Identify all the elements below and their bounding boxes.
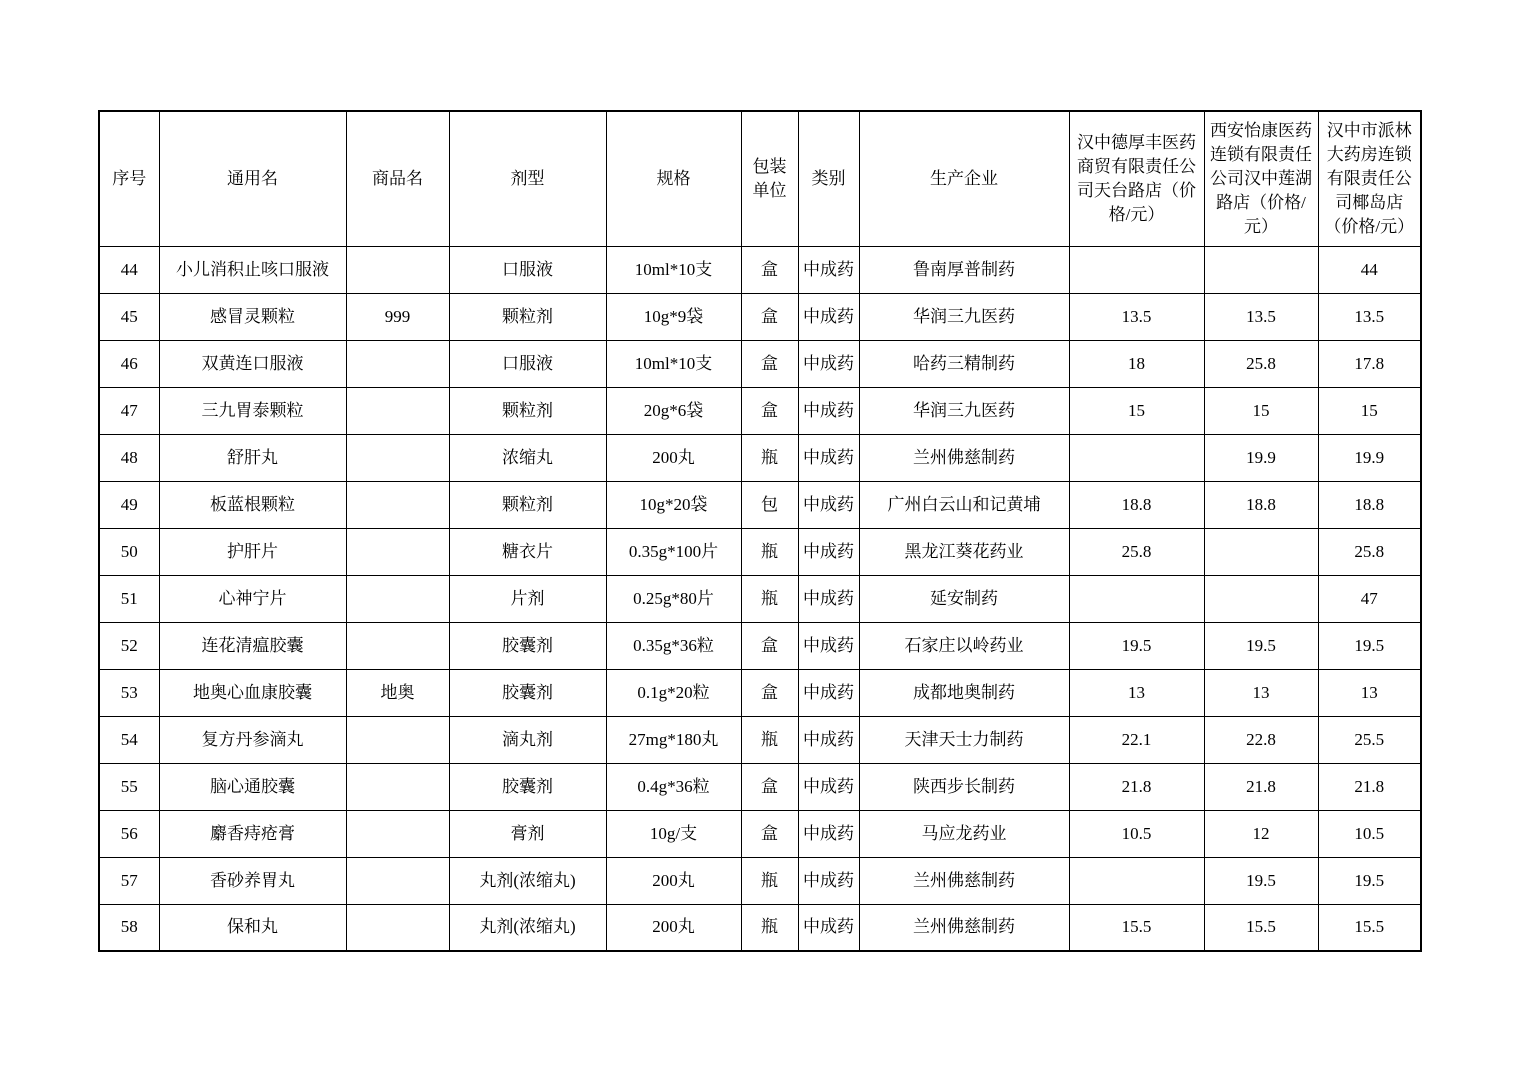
cell-price_pailin: 19.5 (1318, 622, 1421, 669)
cell-brand_name (346, 622, 449, 669)
cell-generic_name: 双黄连口服液 (159, 340, 346, 387)
cell-price_yikang: 22.8 (1204, 716, 1318, 763)
table-body (99, 246, 1421, 951)
cell-category: 中成药 (798, 810, 859, 857)
cell-spec: 0.35g*36粒 (606, 622, 741, 669)
cell-price_dehoufeng (1069, 857, 1204, 904)
cell-brand_name (346, 528, 449, 575)
cell-dosage_form: 膏剂 (449, 810, 606, 857)
cell-generic_name: 连花清瘟胶囊 (159, 622, 346, 669)
column-header-price_yikang: 西安怡康医药连锁有限责任公司汉中莲湖路店（价格/元） (1204, 111, 1318, 246)
cell-unit: 包 (741, 481, 798, 528)
table-row (99, 528, 1421, 575)
cell-price_yikang: 13 (1204, 669, 1318, 716)
cell-brand_name: 地奥 (346, 669, 449, 716)
cell-spec: 0.4g*36粒 (606, 763, 741, 810)
cell-brand_name (346, 716, 449, 763)
cell-dosage_form: 口服液 (449, 340, 606, 387)
cell-dosage_form: 糖衣片 (449, 528, 606, 575)
cell-category: 中成药 (798, 669, 859, 716)
cell-generic_name: 舒肝丸 (159, 434, 346, 481)
column-header-no: 序号 (99, 111, 159, 246)
cell-unit: 盒 (741, 669, 798, 716)
cell-manufacturer: 石家庄以岭药业 (859, 622, 1069, 669)
cell-unit: 盒 (741, 763, 798, 810)
cell-price_pailin: 44 (1318, 246, 1421, 293)
column-header-price_pailin: 汉中市派林大药房连锁有限责任公司椰岛店（价格/元） (1318, 111, 1421, 246)
cell-manufacturer: 广州白云山和记黄埔 (859, 481, 1069, 528)
cell-spec: 0.1g*20粒 (606, 669, 741, 716)
cell-dosage_form: 胶囊剂 (449, 622, 606, 669)
cell-unit: 盒 (741, 340, 798, 387)
cell-price_yikang: 19.5 (1204, 622, 1318, 669)
cell-brand_name (346, 575, 449, 622)
cell-generic_name: 地奥心血康胶囊 (159, 669, 346, 716)
cell-manufacturer: 天津天士力制药 (859, 716, 1069, 763)
cell-manufacturer: 华润三九医药 (859, 387, 1069, 434)
cell-price_pailin: 15 (1318, 387, 1421, 434)
cell-price_yikang (1204, 528, 1318, 575)
cell-price_pailin: 47 (1318, 575, 1421, 622)
cell-generic_name: 保和丸 (159, 904, 346, 951)
cell-brand_name (346, 857, 449, 904)
cell-no: 55 (99, 763, 159, 810)
cell-spec: 10ml*10支 (606, 246, 741, 293)
table-row (99, 293, 1421, 340)
cell-unit: 盒 (741, 246, 798, 293)
cell-price_yikang (1204, 575, 1318, 622)
cell-price_yikang: 18.8 (1204, 481, 1318, 528)
cell-brand_name (346, 340, 449, 387)
cell-brand_name (346, 810, 449, 857)
cell-spec: 0.35g*100片 (606, 528, 741, 575)
cell-manufacturer: 鲁南厚普制药 (859, 246, 1069, 293)
cell-brand_name (346, 387, 449, 434)
table-row (99, 622, 1421, 669)
cell-no: 53 (99, 669, 159, 716)
cell-spec: 0.25g*80片 (606, 575, 741, 622)
column-header-price_dehoufeng: 汉中德厚丰医药商贸有限责任公司天台路店（价格/元） (1069, 111, 1204, 246)
cell-unit: 瓶 (741, 528, 798, 575)
cell-price_dehoufeng (1069, 575, 1204, 622)
cell-no: 57 (99, 857, 159, 904)
cell-no: 52 (99, 622, 159, 669)
table-row (99, 387, 1421, 434)
cell-spec: 10g*20袋 (606, 481, 741, 528)
cell-spec: 200丸 (606, 857, 741, 904)
column-header-dosage_form: 剂型 (449, 111, 606, 246)
cell-category: 中成药 (798, 481, 859, 528)
cell-price_pailin: 17.8 (1318, 340, 1421, 387)
cell-unit: 盒 (741, 387, 798, 434)
table-row (99, 810, 1421, 857)
cell-category: 中成药 (798, 434, 859, 481)
cell-price_dehoufeng: 18 (1069, 340, 1204, 387)
cell-price_dehoufeng: 18.8 (1069, 481, 1204, 528)
cell-price_pailin: 13 (1318, 669, 1421, 716)
column-header-brand_name: 商品名 (346, 111, 449, 246)
cell-manufacturer: 马应龙药业 (859, 810, 1069, 857)
table-row (99, 481, 1421, 528)
cell-brand_name (346, 904, 449, 951)
header-row (99, 111, 1421, 246)
cell-spec: 20g*6袋 (606, 387, 741, 434)
cell-price_dehoufeng: 13.5 (1069, 293, 1204, 340)
table-row (99, 904, 1421, 951)
cell-brand_name (346, 246, 449, 293)
cell-generic_name: 三九胃泰颗粒 (159, 387, 346, 434)
cell-brand_name (346, 434, 449, 481)
cell-price_pailin: 19.5 (1318, 857, 1421, 904)
cell-dosage_form: 口服液 (449, 246, 606, 293)
column-header-spec: 规格 (606, 111, 741, 246)
cell-generic_name: 心神宁片 (159, 575, 346, 622)
cell-no: 54 (99, 716, 159, 763)
cell-price_dehoufeng: 15.5 (1069, 904, 1204, 951)
cell-price_dehoufeng (1069, 434, 1204, 481)
cell-no: 49 (99, 481, 159, 528)
cell-spec: 27mg*180丸 (606, 716, 741, 763)
cell-unit: 瓶 (741, 575, 798, 622)
cell-spec: 200丸 (606, 904, 741, 951)
column-header-generic_name: 通用名 (159, 111, 346, 246)
cell-price_dehoufeng: 19.5 (1069, 622, 1204, 669)
cell-manufacturer: 陕西步长制药 (859, 763, 1069, 810)
cell-unit: 瓶 (741, 434, 798, 481)
cell-price_dehoufeng: 22.1 (1069, 716, 1204, 763)
column-header-manufacturer: 生产企业 (859, 111, 1069, 246)
cell-price_yikang: 25.8 (1204, 340, 1318, 387)
cell-dosage_form: 丸剂(浓缩丸) (449, 857, 606, 904)
cell-spec: 200丸 (606, 434, 741, 481)
cell-category: 中成药 (798, 575, 859, 622)
cell-unit: 盒 (741, 810, 798, 857)
table-row (99, 857, 1421, 904)
cell-manufacturer: 兰州佛慈制药 (859, 857, 1069, 904)
table-row (99, 340, 1421, 387)
cell-category: 中成药 (798, 904, 859, 951)
cell-price_yikang: 15.5 (1204, 904, 1318, 951)
cell-spec: 10g/支 (606, 810, 741, 857)
cell-generic_name: 感冒灵颗粒 (159, 293, 346, 340)
cell-brand_name (346, 763, 449, 810)
cell-category: 中成药 (798, 387, 859, 434)
cell-generic_name: 板蓝根颗粒 (159, 481, 346, 528)
cell-spec: 10ml*10支 (606, 340, 741, 387)
cell-price_pailin: 18.8 (1318, 481, 1421, 528)
table-row (99, 763, 1421, 810)
cell-manufacturer: 兰州佛慈制药 (859, 904, 1069, 951)
cell-price_yikang: 15 (1204, 387, 1318, 434)
cell-generic_name: 护肝片 (159, 528, 346, 575)
cell-dosage_form: 颗粒剂 (449, 481, 606, 528)
cell-dosage_form: 颗粒剂 (449, 293, 606, 340)
cell-price_yikang: 13.5 (1204, 293, 1318, 340)
cell-price_yikang: 21.8 (1204, 763, 1318, 810)
cell-manufacturer: 延安制药 (859, 575, 1069, 622)
cell-manufacturer: 黑龙江葵花药业 (859, 528, 1069, 575)
cell-dosage_form: 颗粒剂 (449, 387, 606, 434)
cell-category: 中成药 (798, 857, 859, 904)
cell-category: 中成药 (798, 246, 859, 293)
cell-price_dehoufeng: 10.5 (1069, 810, 1204, 857)
table-row (99, 575, 1421, 622)
cell-price_pailin: 10.5 (1318, 810, 1421, 857)
cell-dosage_form: 丸剂(浓缩丸) (449, 904, 606, 951)
cell-spec: 10g*9袋 (606, 293, 741, 340)
cell-category: 中成药 (798, 340, 859, 387)
cell-unit: 瓶 (741, 904, 798, 951)
cell-manufacturer: 兰州佛慈制药 (859, 434, 1069, 481)
table-row (99, 716, 1421, 763)
cell-generic_name: 脑心通胶囊 (159, 763, 346, 810)
cell-price_pailin: 25.8 (1318, 528, 1421, 575)
cell-price_yikang: 19.9 (1204, 434, 1318, 481)
cell-dosage_form: 滴丸剂 (449, 716, 606, 763)
cell-no: 48 (99, 434, 159, 481)
cell-dosage_form: 浓缩丸 (449, 434, 606, 481)
cell-price_yikang (1204, 246, 1318, 293)
cell-manufacturer: 成都地奥制药 (859, 669, 1069, 716)
cell-no: 58 (99, 904, 159, 951)
cell-manufacturer: 哈药三精制药 (859, 340, 1069, 387)
cell-manufacturer: 华润三九医药 (859, 293, 1069, 340)
cell-category: 中成药 (798, 716, 859, 763)
cell-no: 44 (99, 246, 159, 293)
cell-no: 45 (99, 293, 159, 340)
cell-price_yikang: 19.5 (1204, 857, 1318, 904)
cell-generic_name: 小儿消积止咳口服液 (159, 246, 346, 293)
cell-price_dehoufeng: 15 (1069, 387, 1204, 434)
drug-price-table (98, 110, 1422, 952)
cell-price_dehoufeng: 21.8 (1069, 763, 1204, 810)
cell-price_pailin: 13.5 (1318, 293, 1421, 340)
cell-no: 50 (99, 528, 159, 575)
table-row (99, 434, 1421, 481)
column-header-unit: 包装单位 (741, 111, 798, 246)
cell-dosage_form: 片剂 (449, 575, 606, 622)
cell-price_dehoufeng: 13 (1069, 669, 1204, 716)
cell-price_dehoufeng: 25.8 (1069, 528, 1204, 575)
cell-generic_name: 复方丹参滴丸 (159, 716, 346, 763)
cell-price_pailin: 19.9 (1318, 434, 1421, 481)
cell-brand_name: 999 (346, 293, 449, 340)
cell-price_dehoufeng (1069, 246, 1204, 293)
table-row (99, 246, 1421, 293)
cell-category: 中成药 (798, 622, 859, 669)
cell-no: 56 (99, 810, 159, 857)
cell-generic_name: 香砂养胃丸 (159, 857, 346, 904)
cell-price_yikang: 12 (1204, 810, 1318, 857)
cell-unit: 盒 (741, 293, 798, 340)
cell-price_pailin: 15.5 (1318, 904, 1421, 951)
cell-unit: 瓶 (741, 857, 798, 904)
cell-price_pailin: 21.8 (1318, 763, 1421, 810)
column-header-category: 类别 (798, 111, 859, 246)
cell-dosage_form: 胶囊剂 (449, 763, 606, 810)
cell-price_pailin: 25.5 (1318, 716, 1421, 763)
cell-brand_name (346, 481, 449, 528)
cell-category: 中成药 (798, 528, 859, 575)
cell-unit: 瓶 (741, 716, 798, 763)
cell-no: 47 (99, 387, 159, 434)
cell-unit: 盒 (741, 622, 798, 669)
cell-dosage_form: 胶囊剂 (449, 669, 606, 716)
cell-category: 中成药 (798, 293, 859, 340)
table-header (99, 111, 1421, 246)
cell-generic_name: 麝香痔疮膏 (159, 810, 346, 857)
cell-no: 51 (99, 575, 159, 622)
cell-category: 中成药 (798, 763, 859, 810)
cell-no: 46 (99, 340, 159, 387)
table-row (99, 669, 1421, 716)
